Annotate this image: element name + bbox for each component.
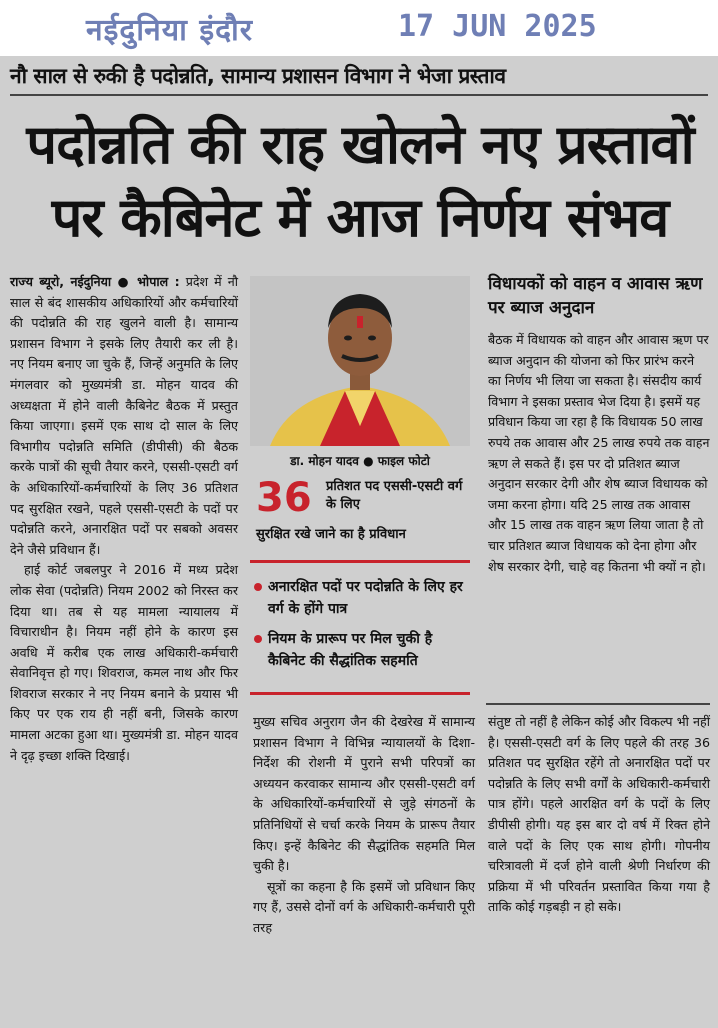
highlights-top-rule [250,560,470,563]
left-para-2: हाई कोर्ट जबलपुर ने 2016 में मध्य प्रदेश लोक सेवा (पदोन्नति) नियम 2002 को निरस्त कर दिया था। तब से यह मामला न्यायालय में विचाराधीन है। नियम नहीं होने के कारण इस अवधि में करीब एक लाख अधिकारी-कर्मचारी सेवानिवृत्त हो गए। शिवराज, कमल नाथ और फिर शिवराज सरकार ने नए नियम बनाने के प्रयास भी किए पर एक राय ही नहीं बनी, जिसके कारण मामला अटका हुआ था। मुख्यमंत्री डा. मोहन यादव ने दृढ़ इच्छा शक्ति दिखाई। [10,562,238,763]
highlight-text: अनारक्षित पदों पर पदोन्नति के लिए हर वर्ग के होंगे पात्र [268,579,463,617]
left-para-1-text: प्रदेश में नौ साल से बंद शासकीय अधिकारियों और कर्मचारियों की पदोन्नति की राह खुलने वाली है। सामान्य प्रशासन विभाग ने इसके लिए तैयारी कर ली है। नए नियम बनाए जा चुके हैं, जिन्हें अनुमति के लिए मंगलवार को मुख्यमंत्री डा. मोहन यादव की अध्यक्षता में होने वाली कैबिनेट बैठक में प्रस्तुत किया जाएगा। इसमें एक साथ दो साल के लिए विभागीय पदोन्नति समिति (डीपीसी) की बैठक करके पात्रों की सूची तैयार करने, एससी-एसटी वर्ग के अधिकारियों-कर्मचारियों के लिए 36 प्रतिशत पद सुरक्षित रखने, पहले एससी-एसटी के पदों पर पदोन्नति करने, अनारक्षित पदों पर सबको अवसर देने जैसे प्रविधान हैं। [10,274,238,557]
headline-line-1: पदोन्नति की राह खोलने नए प्रस्तावों [26,113,694,176]
bullet-dot-icon [254,583,262,591]
masthead [0,0,718,56]
dateline: राज्य ब्यूरो, नईदुनिया ● भोपाल : [10,274,180,289]
middle-column [253,712,475,939]
highlight-item [254,628,470,672]
highlights-list [254,576,470,680]
headline-line-2: पर कैबिनेट में आज निर्णय संभव [51,186,669,249]
highlights-bottom-rule [250,692,470,695]
left-column [10,272,238,766]
sidebar-divider [486,703,710,705]
bullet-dot-icon [254,635,262,643]
sidebar-heading: विधायकों को वाहन व आवास ऋण पर ब्याज अनुदान [488,274,703,318]
newspaper-name: नईदुनिया इंदौर [86,13,254,48]
caption-credit: ● फाइल फोटो [363,454,430,468]
kicker-divider [10,94,708,96]
sidebar-text: बैठक में विधायक को वाहन और आवास ऋण पर ब्याज अनुदान की योजना को फिर प्रारंभ करने का निर्णय भी लिया जा सकता है। संसदीय कार्य विभाग ने इसका प्रस्ताव भेज दिया है। इसमें यह प्रविधान किया जा रहा है कि विधायक 50 लाख रुपये तक आवास और 25 लाख रुपये तक वाहन ऋण ले सकते हैं। इस पर दो प्रतिशत ब्याज अनुदान सरकार देगी और शेष ब्याज विधायक को जमा करना होगा। यदि 25 लाख तक आवास और 15 लाख तक वाहन ऋण लिया जाता है तो चार प्रतिशत ब्याज विधायक को देना होगा और शेष सरकार देगी, चाहे वह कितना भी क्यों न हो। [488,332,710,574]
highlight-item [254,576,470,620]
right-column-bottom [488,712,710,918]
caption-name: डा. मोहन यादव [290,454,359,468]
middle-para-1: मुख्य सचिव अनुराग जैन की देखरेख में सामान्य प्रशासन विभाग ने विभिन्न न्यायालयों के दिशा-निर्देश की रोशनी में पुराने सभी परिपत्रों का अध्ययन करवाकर सामान्य और एससी-एसटी वर्ग के अधिकारियों-कर्मचारियों से जुड़े संगठनों के प्रतिनिधियों से चर्चा करके नियम के प्रारूप तैयार किए। इन्हें कैबिनेट की सैद्धांतिक सहमति मिल चुकी है। [253,714,475,874]
stat-callout [256,474,470,544]
middle-para-2: सूत्रों का कहना है कि इसमें जो प्रविधान किए गए हैं, उससे दोनों वर्ग के अधिकारी-कर्मचारी पूरी तरह [253,878,475,935]
kicker-line: नौ साल से रुकी है पदोन्नति, सामान्य प्रशासन विभाग ने भेजा प्रस्ताव [10,64,506,88]
stat-number: 36 [256,475,312,521]
print-date: 17 JUN 2025 [398,9,597,44]
left-para-1 [10,272,238,560]
highlight-text: नियम के प्रारूप पर मिल चुकी है कैबिनेट की सैद्धांतिक सहमति [268,631,433,669]
stat-text-line-1: प्रतिशत पद एससी-एसटी वर्ग के लिए [326,479,463,512]
right-bottom-para-1: संतुष्ट तो नहीं है लेकिन कोई और विकल्प भी नहीं है। एससी-एसटी वर्ग के लिए पहले की तरह 36 प्रतिशत पद सुरक्षित रहेंगे तो अनारक्षित पदों पर पदोन्नति के लिए सभी वर्गों के अधिकारी-कर्मचारी पात्र होंगे। पहले आरक्षित वर्ग के पदों के लिए डीपीसी होगी। यह इस बार दो वर्ष में रिक्त होने वाले पदों के लिए एक साथ होगी। गोपनीय चरित्रावली में दर्ज होने वाली श्रेणी निर्धारण की प्रक्रिया में भी परिवर्तन प्रस्तावित किया गया है ताकि कोई गड़बड़ी न हो सके। [488,714,710,915]
stat-text-line-2: सुरक्षित रखे जाने का है प्रविधान [256,527,406,542]
portrait-photo [250,276,470,446]
headline [10,108,710,254]
portrait-illustration [250,276,470,446]
photo-caption [250,452,470,469]
sidebar-body [488,330,710,577]
